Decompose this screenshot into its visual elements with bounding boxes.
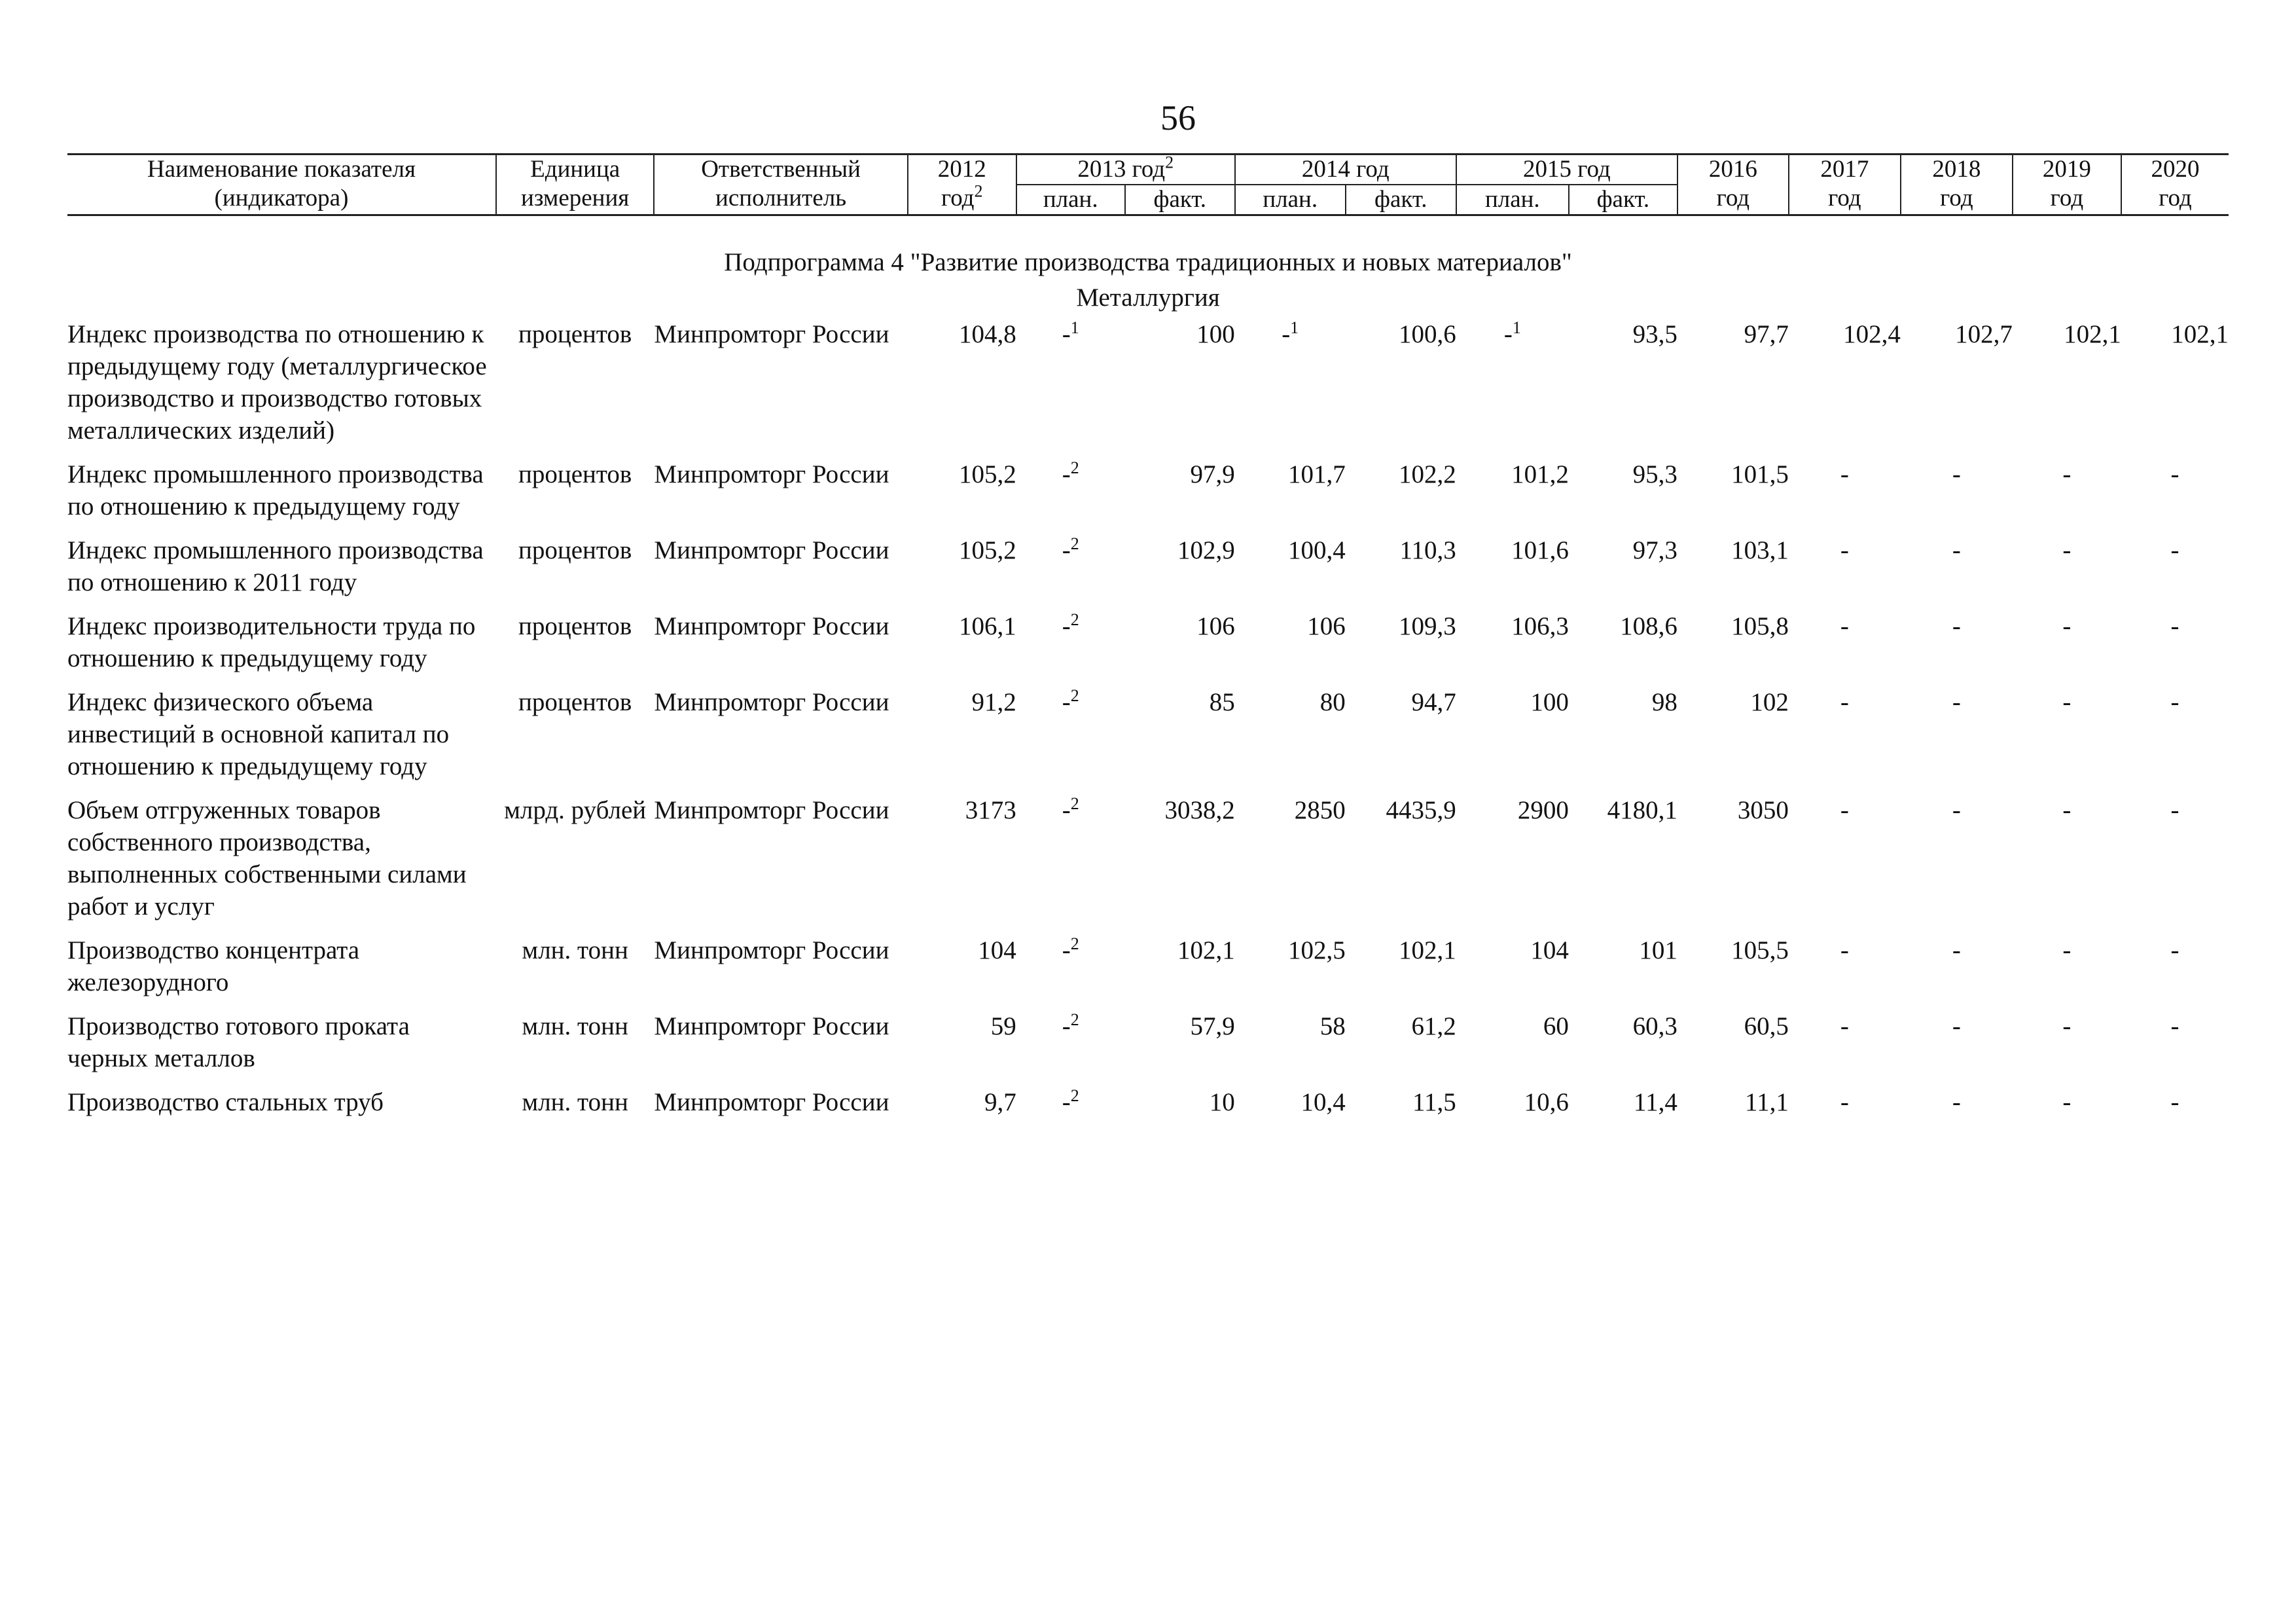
cell-f2014: 109,3 xyxy=(1399,612,1456,640)
cell-p2015: 101,2 xyxy=(1511,460,1569,488)
cell-f2014: 4435,9 xyxy=(1386,796,1456,824)
cell-resp: Минпромторг России xyxy=(654,1012,889,1040)
header-2012: 2012 год$^2$ xyxy=(908,155,1016,215)
cell-v2018: - xyxy=(1952,688,1961,716)
cell-v2016: 97,7 xyxy=(1744,320,1789,348)
header-2020: 2020 год xyxy=(2121,155,2229,215)
cell-v2020: - xyxy=(2170,688,2179,716)
cell-p2013: -$^2$ xyxy=(1062,458,1079,488)
cell-v2017: - xyxy=(1840,796,1849,824)
cell-v2020: - xyxy=(2170,460,2179,488)
cell-unit: млн. тонн xyxy=(522,936,628,964)
cell-p2013: -$^2$ xyxy=(1062,1010,1079,1040)
header-2018: 2018 год xyxy=(1901,155,2013,215)
header-2015-fact: факт. xyxy=(1569,185,1677,215)
cell-f2015: 4180,1 xyxy=(1607,796,1677,824)
cell-v2020: - xyxy=(2170,936,2179,964)
cell-f2014: 11,5 xyxy=(1412,1088,1456,1116)
cell-p2014: 100,4 xyxy=(1288,536,1346,564)
cell-p2015: 104 xyxy=(1530,936,1569,964)
cell-f2013: 100 xyxy=(1196,320,1235,348)
header-2014-plan: план. xyxy=(1235,185,1346,215)
cell-v2018: - xyxy=(1952,1088,1961,1116)
cell-v2019: - xyxy=(2062,688,2072,716)
indicators-table xyxy=(67,153,2229,1130)
table-row xyxy=(67,534,2229,610)
header-responsible: Ответственный исполнитель xyxy=(654,155,907,215)
cell-v2012: 104 xyxy=(978,936,1016,964)
cell-f2015: 101 xyxy=(1639,936,1677,964)
cell-resp: Минпромторг России xyxy=(654,688,889,716)
cell-v2019: - xyxy=(2062,536,2072,564)
cell-v2017: - xyxy=(1840,1012,1849,1040)
cell-unit: процентов xyxy=(518,688,632,716)
cell-f2015: 97,3 xyxy=(1632,536,1677,564)
cell-v2020: - xyxy=(2170,612,2179,640)
cell-p2015: -$^1$ xyxy=(1503,318,1521,348)
header-2014-fact: факт. xyxy=(1346,185,1456,215)
cell-v2019: - xyxy=(2062,612,2072,640)
cell-resp: Минпромторг России xyxy=(654,536,889,564)
cell-f2013: 10 xyxy=(1209,1088,1235,1116)
cell-v2017: - xyxy=(1840,536,1849,564)
cell-name: Индекс промышленного производства по отношению к 2011 году xyxy=(67,536,484,596)
cell-v2017: 102,4 xyxy=(1843,320,1901,348)
header-2017: 2017 год xyxy=(1789,155,1901,215)
cell-v2019: - xyxy=(2062,936,2072,964)
cell-f2014: 102,2 xyxy=(1399,460,1456,488)
cell-f2013: 97,9 xyxy=(1190,460,1235,488)
table-header xyxy=(67,155,2229,215)
cell-v2012: 105,2 xyxy=(958,460,1016,488)
cell-p2015: 2900 xyxy=(1517,796,1569,824)
cell-p2015: 100 xyxy=(1530,688,1569,716)
cell-v2018: - xyxy=(1952,612,1961,640)
cell-v2012: 3173 xyxy=(965,796,1016,824)
cell-p2013: -$^2$ xyxy=(1062,534,1079,564)
cell-p2014: 2850 xyxy=(1294,796,1346,824)
table-row xyxy=(67,610,2229,686)
cell-v2012: 104,8 xyxy=(958,320,1016,348)
cell-p2013: -$^2$ xyxy=(1062,1086,1079,1116)
cell-v2016: 11,1 xyxy=(1745,1088,1789,1116)
cell-v2018: - xyxy=(1952,936,1961,964)
cell-f2015: 95,3 xyxy=(1632,460,1677,488)
cell-p2014: -$^1$ xyxy=(1282,318,1299,348)
cell-f2014: 102,1 xyxy=(1399,936,1456,964)
cell-resp: Минпромторг России xyxy=(654,460,889,488)
cell-f2014: 94,7 xyxy=(1411,688,1456,716)
cell-f2015: 11,4 xyxy=(1634,1088,1677,1116)
header-name: Наименование показателя (индикатора) xyxy=(67,155,496,215)
cell-name: Производство концентрата железорудного xyxy=(67,936,360,996)
cell-unit: млн. тонн xyxy=(522,1088,628,1116)
cell-v2012: 105,2 xyxy=(958,536,1016,564)
cell-v2018: - xyxy=(1952,796,1961,824)
cell-resp: Минпромторг России xyxy=(654,796,889,824)
cell-unit: процентов xyxy=(518,612,632,640)
subsection-title: Металлургия xyxy=(1076,283,1220,312)
header-2014: 2014 год xyxy=(1235,155,1456,185)
cell-name: Объем отгруженных товаров собственного производства, выполненных собственными силами работ и услуг xyxy=(67,796,467,921)
table-row xyxy=(67,458,2229,534)
cell-v2012: 59 xyxy=(990,1012,1016,1040)
cell-p2015: 10,6 xyxy=(1524,1088,1569,1116)
header-unit: Единица измерения xyxy=(496,155,654,215)
cell-v2018: - xyxy=(1952,460,1961,488)
table-row xyxy=(67,794,2229,934)
cell-f2014: 61,2 xyxy=(1411,1012,1456,1040)
cell-unit: млрд. рублей xyxy=(504,796,647,824)
header-2015: 2015 год xyxy=(1456,155,1677,185)
cell-v2012: 91,2 xyxy=(971,688,1016,716)
table-row xyxy=(67,686,2229,794)
header-2013-plan: план. xyxy=(1016,185,1125,215)
cell-p2014: 58 xyxy=(1319,1012,1346,1040)
cell-name: Индекс физического объема инвестиций в основной капитал по отношению к предыдущему году xyxy=(67,688,450,780)
header-2013-fact: факт. xyxy=(1125,185,1235,215)
cell-v2019: - xyxy=(2062,796,2072,824)
cell-p2015: 101,6 xyxy=(1511,536,1569,564)
cell-f2013: 102,9 xyxy=(1177,536,1235,564)
cell-p2013: -$^2$ xyxy=(1062,934,1079,964)
cell-v2017: - xyxy=(1840,460,1849,488)
cell-unit: млн. тонн xyxy=(522,1012,628,1040)
cell-v2017: - xyxy=(1840,1088,1849,1116)
cell-v2020: - xyxy=(2170,536,2179,564)
table-row xyxy=(67,1086,2229,1130)
cell-v2019: - xyxy=(2062,1088,2072,1116)
cell-v2017: - xyxy=(1840,688,1849,716)
cell-v2020: 102,1 xyxy=(2171,320,2229,348)
cell-resp: Минпромторг России xyxy=(654,612,889,640)
cell-v2016: 103,1 xyxy=(1731,536,1789,564)
cell-v2016: 101,5 xyxy=(1731,460,1789,488)
cell-p2014: 101,7 xyxy=(1288,460,1346,488)
cell-f2015: 98 xyxy=(1651,688,1677,716)
cell-unit: процентов xyxy=(518,460,632,488)
cell-p2014: 106 xyxy=(1307,612,1346,640)
subprogram-title: Подпрограмма 4 "Развитие производства традиционных и новых материалов" xyxy=(724,248,1572,276)
cell-f2013: 57,9 xyxy=(1190,1012,1235,1040)
table-row xyxy=(67,934,2229,1010)
cell-p2014: 102,5 xyxy=(1288,936,1346,964)
header-2015-plan: план. xyxy=(1456,185,1569,215)
cell-p2013: -$^2$ xyxy=(1062,686,1079,716)
cell-resp: Минпромторг России xyxy=(654,320,889,348)
cell-v2016: 60,5 xyxy=(1744,1012,1789,1040)
cell-v2016: 102 xyxy=(1750,688,1789,716)
cell-v2016: 3050 xyxy=(1737,796,1789,824)
cell-p2014: 10,4 xyxy=(1300,1088,1346,1116)
cell-f2013: 106 xyxy=(1196,612,1235,640)
cell-v2016: 105,5 xyxy=(1731,936,1789,964)
cell-f2014: 100,6 xyxy=(1399,320,1456,348)
cell-v2018: 102,7 xyxy=(1955,320,2013,348)
cell-v2017: - xyxy=(1840,936,1849,964)
cell-v2016: 105,8 xyxy=(1731,612,1789,640)
cell-p2015: 106,3 xyxy=(1511,612,1569,640)
cell-f2015: 60,3 xyxy=(1632,1012,1677,1040)
cell-f2015: 108,6 xyxy=(1620,612,1677,640)
cell-v2019: - xyxy=(2062,460,2072,488)
cell-name: Производство готового проката черных металлов xyxy=(67,1012,410,1072)
cell-p2013: -$^1$ xyxy=(1062,318,1079,348)
cell-v2020: - xyxy=(2170,796,2179,824)
header-2013: 2013 год$^2$ xyxy=(1016,155,1235,185)
header-2019: 2019 год xyxy=(2013,155,2121,215)
cell-f2015: 93,5 xyxy=(1632,320,1677,348)
cell-name: Индекс промышленного производства по отношению к предыдущему году xyxy=(67,460,484,520)
cell-f2013: 3038,2 xyxy=(1164,796,1235,824)
cell-v2019: - xyxy=(2062,1012,2072,1040)
table-body xyxy=(67,215,2229,1131)
cell-resp: Минпромторг России xyxy=(654,936,889,964)
table-row xyxy=(67,318,2229,458)
cell-v2019: 102,1 xyxy=(2064,320,2121,348)
cell-v2018: - xyxy=(1952,536,1961,564)
cell-v2017: - xyxy=(1840,612,1849,640)
cell-unit: процентов xyxy=(518,320,632,348)
cell-v2012: 106,1 xyxy=(958,612,1016,640)
cell-p2013: -$^2$ xyxy=(1062,610,1079,640)
cell-unit: процентов xyxy=(518,536,632,564)
cell-f2013: 85 xyxy=(1209,688,1235,716)
cell-p2013: -$^2$ xyxy=(1062,794,1079,824)
page-number: 56 xyxy=(1160,98,1196,137)
cell-v2020: - xyxy=(2170,1012,2179,1040)
cell-name: Индекс производства по отношению к предыдущему году (металлургическое производство и производство готовых металлических изделий) xyxy=(67,320,487,445)
cell-v2020: - xyxy=(2170,1088,2179,1116)
header-2016: 2016 год xyxy=(1677,155,1789,215)
cell-f2014: 110,3 xyxy=(1399,536,1456,564)
cell-name: Индекс производительности труда по отношению к предыдущему году xyxy=(67,612,476,672)
cell-v2012: 9,7 xyxy=(984,1088,1016,1116)
cell-p2015: 60 xyxy=(1543,1012,1569,1040)
cell-v2018: - xyxy=(1952,1012,1961,1040)
cell-f2013: 102,1 xyxy=(1177,936,1235,964)
cell-resp: Минпромторг России xyxy=(654,1088,889,1116)
cell-p2014: 80 xyxy=(1319,688,1346,716)
cell-name: Производство стальных труб xyxy=(67,1088,384,1116)
table-row xyxy=(67,1010,2229,1086)
